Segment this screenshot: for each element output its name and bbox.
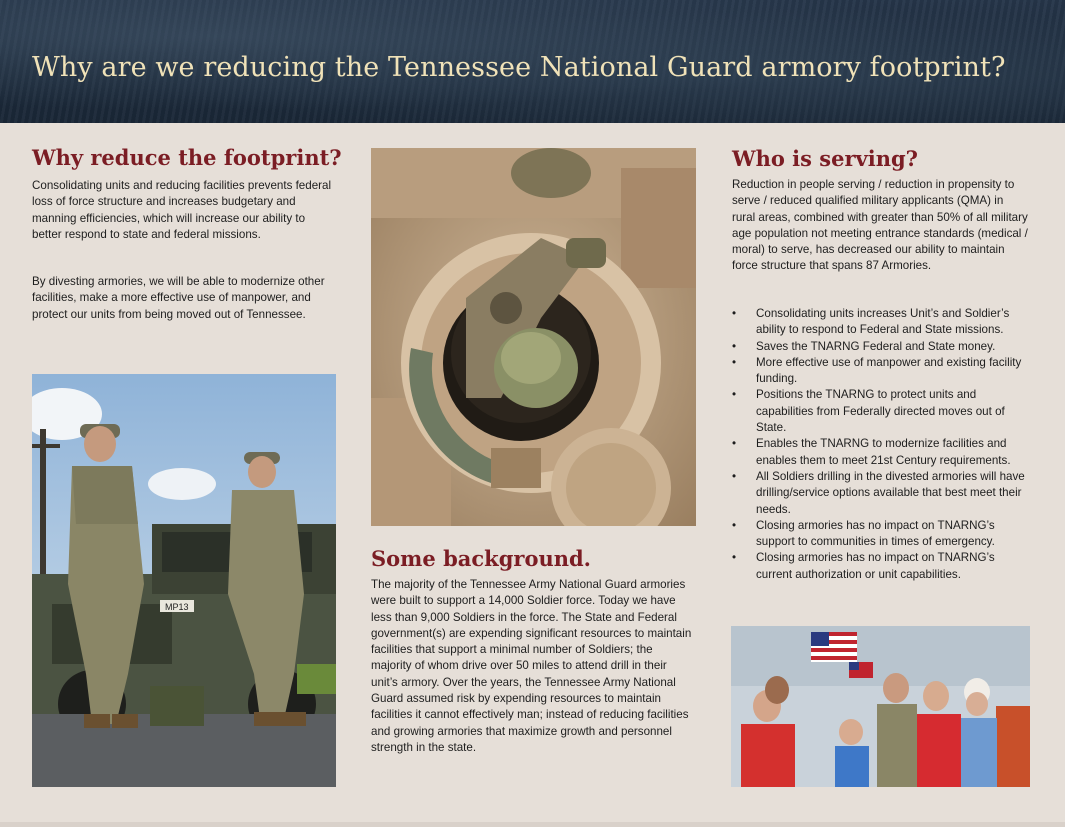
list-item: • Saves the TNARNG Federal and State money. [732,339,1032,355]
page-title: Why are we reducing the Tennessee National Guard armory footprint? [32,52,1006,83]
list-item: • Positions the TNARNG to protect units and capabilities from Federally directed moves out of State. [732,387,1032,436]
who-serving-paragraph: Reduction in people serving / reduction in propensity to serve / reduced qualified military applicants (QMA) in rural areas, combined with greater than 50% of all military age population not meeting entrance standards (medical / moral) to serve, has decreased our ability to maintain force structure that spans 87 Armories. [732,178,1028,273]
community-flag-photo [731,626,1030,787]
list-item: • All Soldiers drilling in the divested armories will have drilling/service options available that best meet their needs. [732,469,1032,518]
list-item: • Closing armories has no impact on TNARNG’s support to communities in times of emergency. [732,518,1032,551]
benefits-list [732,306,1032,583]
tank-hatch-illustration [371,148,696,526]
who-serving-heading: Who is serving? [732,146,918,171]
soldiers-humvee-illustration [32,374,336,787]
list-item: • More effective use of manpower and existing facility funding. [732,355,1032,388]
soldiers-humvee-photo [32,374,336,787]
background-heading: Some background. [371,546,591,571]
why-reduce-heading: Why reduce the footprint? [32,145,342,170]
page-bottom-edge [0,822,1065,827]
list-item: • Enables the TNARNG to modernize facilities and enables them to meet 21st Century requirements. [732,436,1032,469]
vehicle-bumper-label: MP13 [165,602,189,612]
why-reduce-paragraph-2: By divesting armories, we will be able to modernize other facilities, make a more effective use of manpower, and protect our units from being moved out of Tennessee. [32,275,325,321]
community-flag-illustration [731,626,1030,787]
list-item: • Closing armories has no impact on TNARNG’s current authorization or unit capabilities. [732,550,1032,583]
background-paragraph: The majority of the Tennessee Army National Guard armories were built to support a 14,000 Soldier force. Today we have less than 9,000 Soldiers in the force. The State and Federal government(s) are expending significant resources to maintain facilities that support a minimal number of Soldiers; the majority of whom drive over 50 miles to attend drill in their unit’s armory. Over the years, the Tennessee Army National Guard assumed risk by expending resources to maintain facilities it cannot effectively man; instead of reducing facilities and growing armories that maximize growth and personnel strength in the state. [371,578,692,754]
list-item: • Consolidating units increases Unit’s and Soldier’s ability to respond to Federal and State missions. [732,306,1032,339]
us-flag-icon [811,632,857,662]
title-banner [0,0,1065,123]
tank-hatch-photo [371,148,696,526]
why-reduce-paragraph-1: Consolidating units and reducing facilities prevents federal loss of force structure and increases budgetary and manning efficiencies, which will increase our ability to better respond to state and federal missions. [32,179,332,241]
